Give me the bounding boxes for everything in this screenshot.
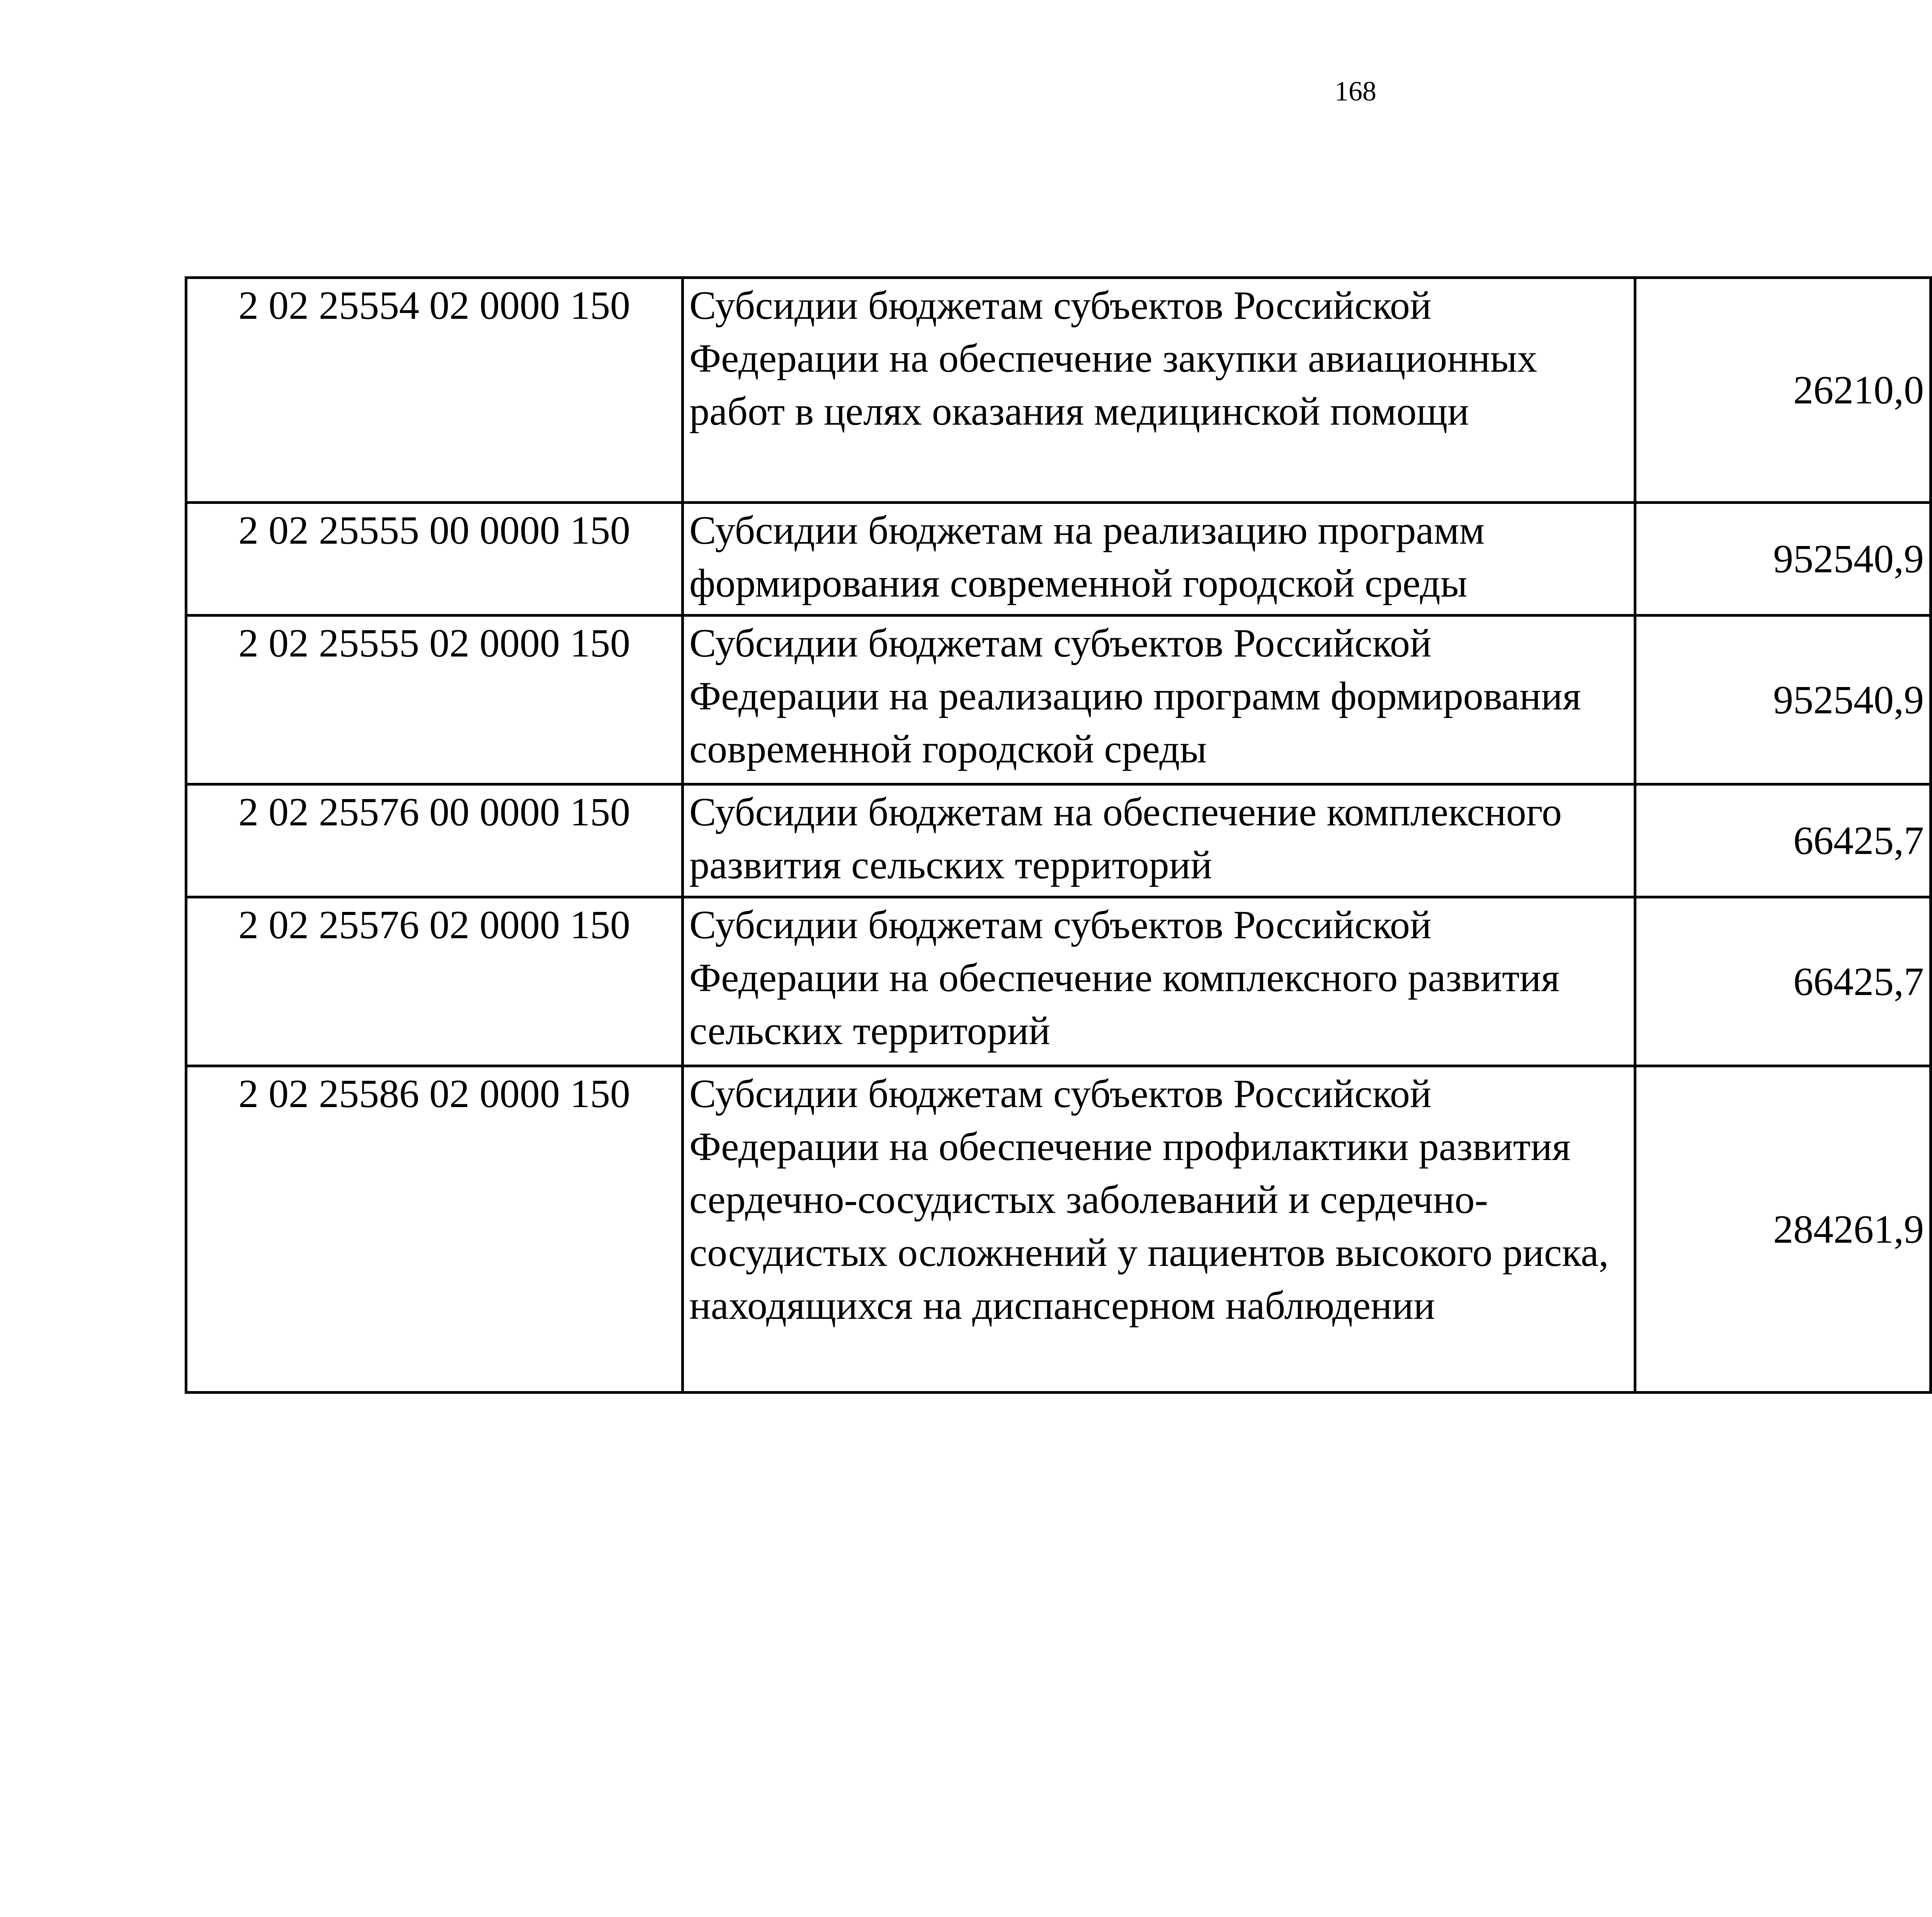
row-value-1: 26210,0 <box>1635 278 1931 503</box>
table-row <box>186 1066 1932 1393</box>
row-description: Субсидии бюджетам субъектов Российской Федерации на реализацию программ формирования современной городской среды <box>683 616 1635 784</box>
table-row <box>186 784 1932 897</box>
table-row <box>186 503 1932 616</box>
budget-table <box>185 276 1932 1394</box>
page-number: 168 <box>1335 76 1376 107</box>
row-code: 2 02 25576 00 0000 150 <box>186 784 683 897</box>
row-value-1: 952540,9 <box>1635 616 1931 784</box>
row-value-2 <box>1931 1066 1932 1393</box>
row-code: 2 02 25576 02 0000 150 <box>186 897 683 1066</box>
row-description: Субсидии бюджетам субъектов Российской Федерации на обеспечение закупки авиационных работ в целях оказания медицинской помощи <box>683 278 1635 503</box>
table-row <box>186 897 1932 1066</box>
row-code: 2 02 25555 00 0000 150 <box>186 503 683 616</box>
row-value-2 <box>1931 616 1932 784</box>
table-row <box>186 278 1932 503</box>
row-value-1: 952540,9 <box>1635 503 1931 616</box>
row-code: 2 02 25555 02 0000 150 <box>186 616 683 784</box>
budget-table-body <box>186 278 1932 1393</box>
row-value-2 <box>1931 897 1932 1066</box>
row-value-2 <box>1931 278 1932 503</box>
row-code: 2 02 25554 02 0000 150 <box>186 278 683 503</box>
row-description: Субсидии бюджетам на реализацию программ формирования современной городской среды <box>683 503 1635 616</box>
row-code: 2 02 25586 02 0000 150 <box>186 1066 683 1393</box>
row-value-2 <box>1931 503 1932 616</box>
row-value-1: 284261,9 <box>1635 1066 1931 1393</box>
row-description: Субсидии бюджетам субъектов Российской Федерации на обеспечение комплексного развития сельских территорий <box>683 897 1635 1066</box>
row-description: Субсидии бюджетам на обеспечение комплексного развития сельских территорий <box>683 784 1635 897</box>
row-value-2 <box>1931 784 1932 897</box>
table-row <box>186 616 1932 784</box>
row-value-1: 66425,7 <box>1635 897 1931 1066</box>
row-value-1: 66425,7 <box>1635 784 1931 897</box>
row-description: Субсидии бюджетам субъектов Российской Федерации на обеспечение профилактики развития сердечно-сосудистых заболеваний и сердечно-сосудистых осложнений у пациентов высокого риска, находящихся на диспансерном наблюдении <box>683 1066 1635 1393</box>
